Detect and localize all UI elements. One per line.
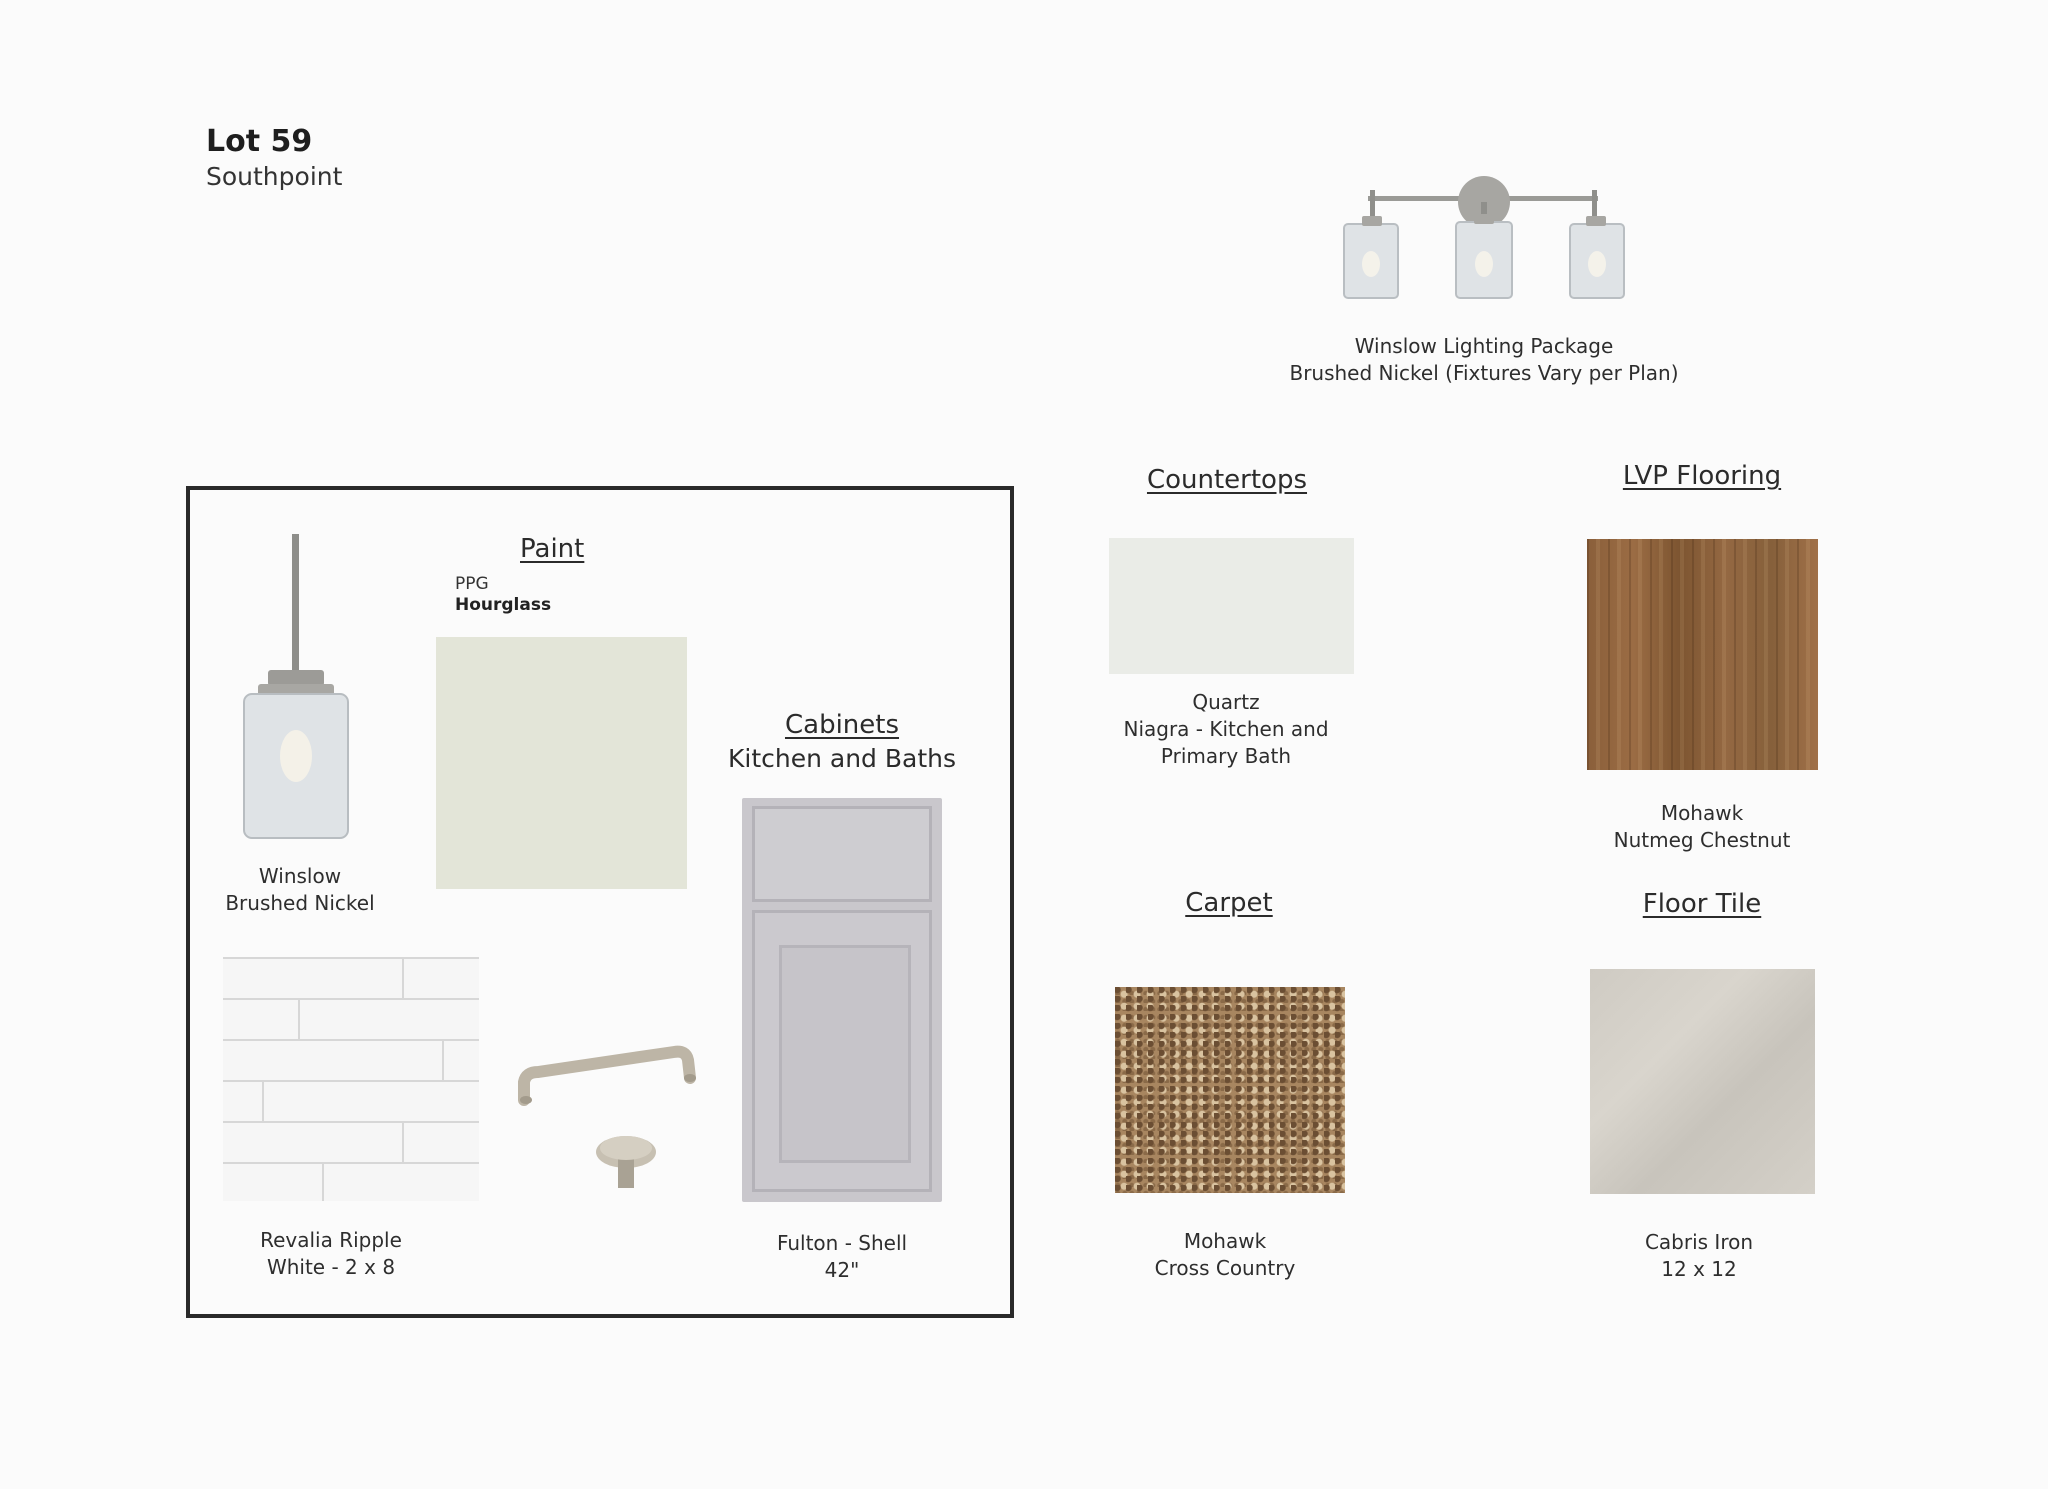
lighting-package-finish: Brushed Nickel (Fixtures Vary per Plan) bbox=[1289, 361, 1679, 385]
floor-tile-heading: Floor Tile bbox=[1642, 889, 1762, 919]
paint-heading: Paint bbox=[520, 534, 585, 564]
cabinet-door-front bbox=[752, 910, 932, 1192]
countertops-caption bbox=[1076, 689, 1376, 770]
carpet-style: Cross Country bbox=[1154, 1256, 1296, 1280]
paint-swatch bbox=[436, 637, 687, 889]
cabinets-heading: Cabinets bbox=[784, 710, 900, 740]
vanity-light-fixture-image bbox=[1336, 172, 1636, 307]
pendant-finish: Brushed Nickel bbox=[225, 891, 375, 915]
carpet-brand: Mohawk bbox=[1183, 1229, 1267, 1253]
backsplash-name: Revalia Ripple bbox=[260, 1228, 402, 1252]
lighting-package-name: Winslow Lighting Package bbox=[1354, 334, 1614, 358]
paint-color-name: Hourglass bbox=[455, 595, 552, 615]
cabinet-height: 42" bbox=[824, 1258, 860, 1282]
lvp-flooring-swatch bbox=[1587, 539, 1818, 770]
cabinet-hardware-image bbox=[514, 1010, 704, 1210]
cabinets-subheading: Kitchen and Baths bbox=[727, 744, 957, 773]
countertop-location: Primary Bath bbox=[1160, 744, 1292, 768]
floor-tile-caption bbox=[1549, 1229, 1849, 1283]
backsplash-caption bbox=[211, 1227, 451, 1281]
cabinet-style: Fulton - Shell bbox=[776, 1231, 908, 1255]
cabinet-door-panel bbox=[779, 945, 911, 1163]
floor-tile-swatch bbox=[1590, 969, 1815, 1194]
floor-tile-name: Cabris Iron bbox=[1644, 1230, 1754, 1254]
lvp-color: Nutmeg Chestnut bbox=[1613, 828, 1791, 852]
backsplash-tile-swatch bbox=[223, 957, 479, 1201]
pendant-caption bbox=[200, 863, 400, 917]
carpet-swatch bbox=[1115, 987, 1345, 1193]
cabinets-caption bbox=[742, 1230, 942, 1284]
countertop-color: Niagra - Kitchen and bbox=[1123, 717, 1329, 741]
community-name: Southpoint bbox=[206, 162, 343, 191]
carpet-heading: Carpet bbox=[1185, 888, 1273, 918]
backsplash-color-size: White - 2 x 8 bbox=[266, 1255, 396, 1279]
lighting-package-caption bbox=[1184, 333, 1784, 387]
lvp-flooring-heading: LVP Flooring bbox=[1622, 461, 1782, 491]
paint-brand: PPG bbox=[455, 574, 489, 594]
countertop-material: Quartz bbox=[1192, 690, 1260, 714]
lvp-brand: Mohawk bbox=[1660, 801, 1744, 825]
lot-title: Lot 59 bbox=[206, 124, 313, 159]
cabinet-door-image bbox=[742, 798, 942, 1202]
lvp-flooring-caption bbox=[1552, 800, 1852, 854]
pendant-name: Winslow bbox=[258, 864, 342, 888]
carpet-caption bbox=[1075, 1228, 1375, 1282]
pendant-light-image bbox=[236, 534, 356, 844]
countertop-swatch bbox=[1109, 538, 1354, 674]
floor-tile-size: 12 x 12 bbox=[1661, 1257, 1737, 1281]
cabinet-drawer-front bbox=[752, 806, 932, 902]
countertops-heading: Countertops bbox=[1146, 465, 1308, 495]
